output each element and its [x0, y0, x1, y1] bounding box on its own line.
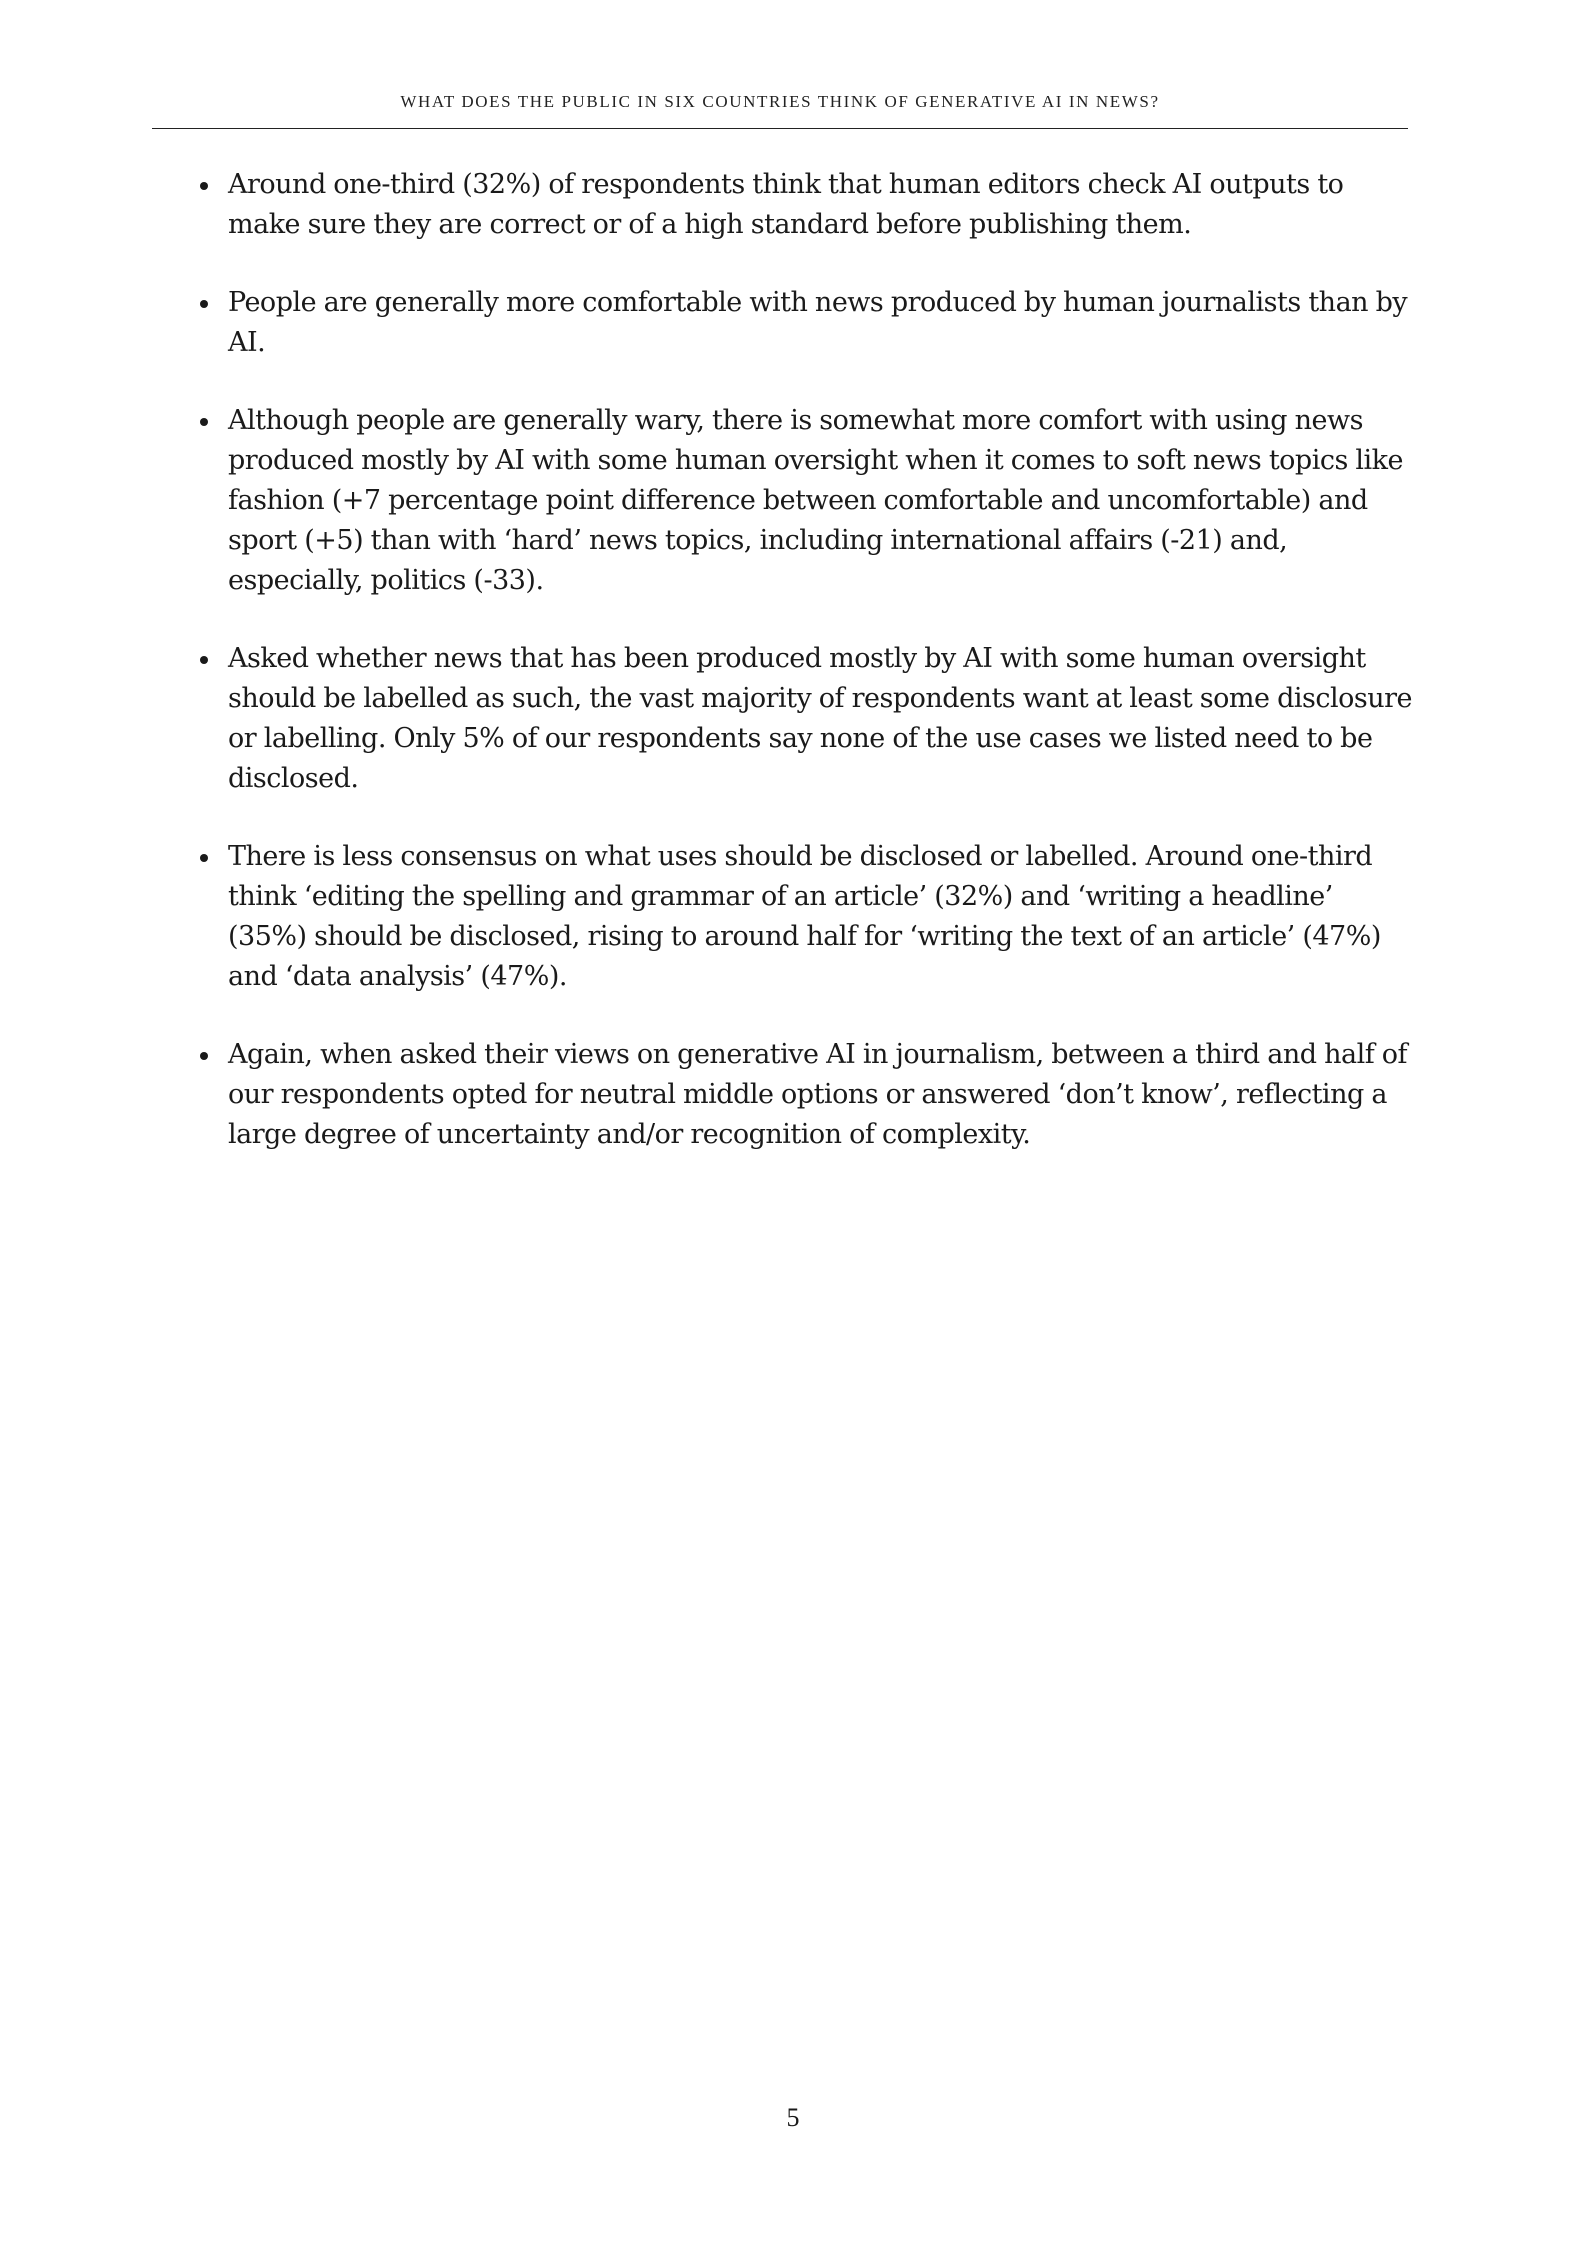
bullet-icon — [200, 300, 208, 308]
bullet-text: There is less consensus on what uses should be disclosed or labelled. Around one-third think ‘editing the spelling and grammar of an article’ (32%) and ‘writing a headline’ (35%) should be disclosed, rising to around half for ‘writing the text of an article’ (47%) and ‘data analysis’ (47%). — [228, 841, 1381, 992]
list-item — [196, 401, 1416, 601]
bullet-icon — [200, 854, 208, 862]
page-number: 5 — [786, 2103, 800, 2132]
bullet-icon — [200, 418, 208, 426]
list-item — [196, 283, 1416, 363]
list-item — [196, 837, 1416, 997]
bullet-text: Although people are generally wary, there is somewhat more comfort with using news produced mostly by AI with some human oversight when it comes to soft news topics like fashion (+7 percentage point difference between comfortable and uncomfortable) and sport (+5) than with ‘hard’ news topics, including international affairs (-21) and, especially, politics (-33). — [228, 405, 1404, 596]
header-divider — [152, 128, 1408, 129]
bullet-icon — [200, 182, 208, 190]
bullet-icon — [200, 656, 208, 664]
key-findings-list — [196, 165, 1416, 1193]
list-item — [196, 639, 1416, 799]
list-item — [196, 165, 1416, 245]
list-item — [196, 1035, 1416, 1155]
bullet-text: Asked whether news that has been produced mostly by AI with some human oversight should be labelled as such, the vast majority of respondents want at least some disclosure or labelling. Only 5% of our respondents say none of the use cases we listed need to be disclosed. — [228, 643, 1412, 794]
bullet-text: Around one-third (32%) of respondents think that human editors check AI outputs to make sure they are correct or of a high standard before publishing them. — [228, 169, 1344, 240]
running-header-title: WHAT DOES THE PUBLIC IN SIX COUNTRIES THINK OF GENERATIVE AI IN NEWS? — [400, 92, 1160, 111]
bullet-icon — [200, 1052, 208, 1060]
bullet-text: Again, when asked their views on generative AI in journalism, between a third and half of our respondents opted for neutral middle options or answered ‘don’t know’, reflecting a large degree of uncertainty and/or recognition of complexity. — [228, 1039, 1408, 1150]
bullet-text: People are generally more comfortable with news produced by human journalists than by AI. — [228, 287, 1408, 358]
